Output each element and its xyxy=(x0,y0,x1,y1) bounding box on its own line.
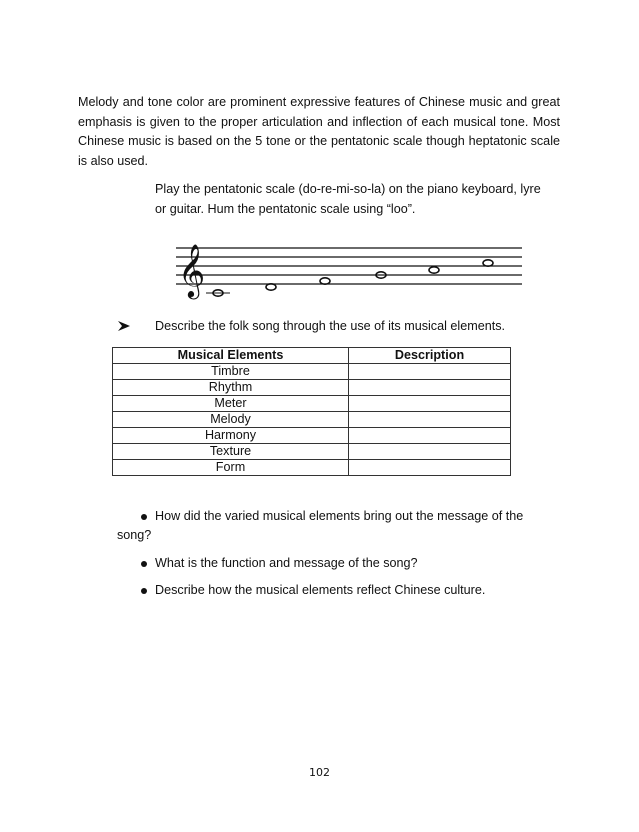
note-mi xyxy=(320,278,330,284)
element-cell: Melody xyxy=(113,412,349,428)
bullet-dot-icon xyxy=(141,514,147,520)
musical-elements-table xyxy=(112,347,511,476)
bullet-dot-icon xyxy=(141,561,147,567)
question-1-line-1: How did the varied musical elements bring out the message of the xyxy=(155,509,524,523)
table-row xyxy=(113,396,511,412)
description-cell[interactable] xyxy=(349,396,511,412)
intro-paragraph: Melody and tone color are prominent expressive features of Chinese music and great emphasis is given to the proper articulation and inflection of each musical tone. Most Chinese music is based on the 5 tone or the pentatonic scale though heptatonic scale is also used. xyxy=(78,95,560,169)
element-cell: Meter xyxy=(113,396,349,412)
header-musical-elements: Musical Elements xyxy=(113,348,349,364)
note-do-high xyxy=(483,260,493,266)
description-cell[interactable] xyxy=(349,444,511,460)
note-la xyxy=(429,267,439,273)
question-3: Describe how the musical elements reflect Chinese culture. xyxy=(155,583,486,597)
question-1-line-2: song? xyxy=(117,528,152,542)
table-row xyxy=(113,412,511,428)
bullet-dot-icon xyxy=(141,588,147,594)
table-row xyxy=(113,444,511,460)
description-cell[interactable] xyxy=(349,364,511,380)
arrow-bullet-icon xyxy=(117,319,131,333)
question-2: What is the function and message of the song? xyxy=(155,556,418,570)
element-cell: Form xyxy=(113,460,349,476)
table-row xyxy=(113,364,511,380)
description-cell[interactable] xyxy=(349,428,511,444)
table-row xyxy=(113,380,511,396)
element-cell: Texture xyxy=(113,444,349,460)
table-row xyxy=(113,460,511,476)
description-cell[interactable] xyxy=(349,460,511,476)
pentatonic-instruction: Play the pentatonic scale (do-re-mi-so-la) on the piano keyboard, lyre or guitar. Hum the pentatonic scale using “loo”. xyxy=(155,182,541,216)
page-number: 102 xyxy=(309,766,330,779)
staff-lines xyxy=(176,248,522,284)
scale-notes xyxy=(206,260,493,296)
element-cell: Harmony xyxy=(113,428,349,444)
table-header-row xyxy=(113,348,511,364)
header-description: Description xyxy=(349,348,511,364)
element-cell: Timbre xyxy=(113,364,349,380)
arrow-item-text: Describe the folk song through the use of its musical elements. xyxy=(155,319,506,333)
description-cell[interactable] xyxy=(349,412,511,428)
table-row xyxy=(113,428,511,444)
element-cell: Rhythm xyxy=(113,380,349,396)
description-cell[interactable] xyxy=(349,380,511,396)
treble-clef-icon: 𝄞 xyxy=(178,243,206,297)
pentatonic-staff-image xyxy=(176,238,522,300)
note-re xyxy=(266,284,276,290)
